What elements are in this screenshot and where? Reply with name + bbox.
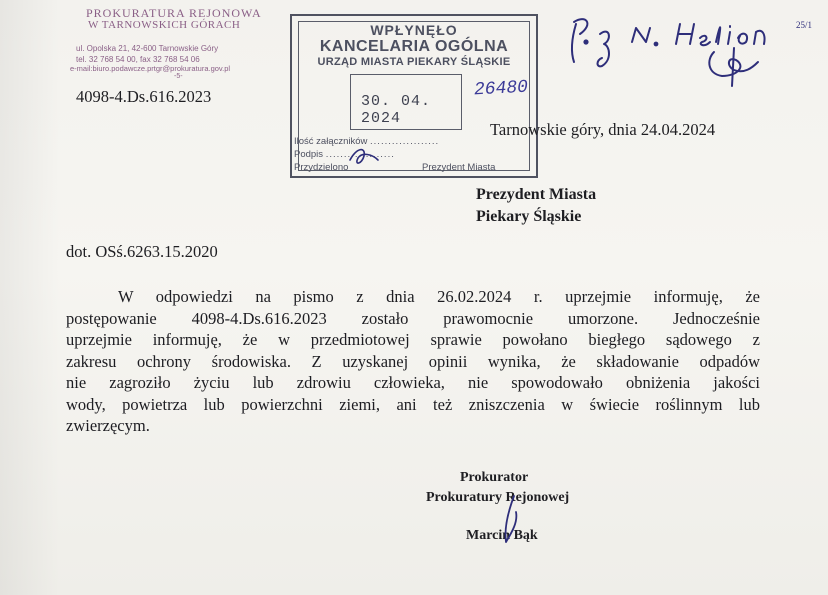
stamp-date-box xyxy=(350,74,462,130)
body-line: W odpowiedzi na pismo z dnia 26.02.2024 r. uprzejmie informuję, że xyxy=(118,287,760,306)
stamp-president-label: Prezydent Miasta xyxy=(422,162,496,173)
body-line: postępowanie 4098-4.Ds.616.2023 zostało prawomocnie umorzone. Jednocześnie xyxy=(66,308,760,328)
reference-number: dot. OSś.6263.15.2020 xyxy=(66,242,218,261)
place-and-date: Tarnowskie góry, dnia 24.04.2024 xyxy=(490,120,716,139)
registration-number: 26480 xyxy=(473,77,529,101)
letterhead-line-2: W TARNOWSKICH GÓRACH xyxy=(88,19,241,31)
letter-body xyxy=(66,286,760,437)
letterhead-line-1: PROKURATURA REJONOWA xyxy=(86,6,262,20)
letterhead-email: e-mail:biuro.podawcze.prtgr@prokuratura.gov.pl xyxy=(70,64,231,73)
stamp-signature-scribble xyxy=(346,142,386,172)
body-line: uprzejmie informuję, że w przedmiotowej sprawie powołano biegłego sądowego z xyxy=(66,330,760,349)
stamp-title-city-hall: URZĄD MIASTA PIEKARY ŚLĄSKIE xyxy=(317,56,511,68)
stamp-title-office: KANCELARIA OGÓLNA xyxy=(319,38,509,55)
handwritten-annotation xyxy=(566,4,796,94)
stamp-dots: ................... xyxy=(325,149,395,160)
addressee-line-2: Piekary Śląskie xyxy=(476,208,582,225)
stamp-attachments-text: Ilość załączników xyxy=(294,136,368,147)
letterhead-mark: -5- xyxy=(174,73,183,80)
stamp-signature-text: Podpis xyxy=(294,149,324,160)
case-number: 4098-4.Ds.616.2023 xyxy=(76,87,212,106)
addressee xyxy=(476,184,596,228)
addressee-line-1: Prezydent Miasta xyxy=(476,186,597,203)
signature-title-1: Prokurator xyxy=(460,470,529,485)
prosecutor-signature xyxy=(496,492,536,552)
letterhead-address: ul. Opolska 21, 42-600 Tarnowskie Góry xyxy=(76,44,219,53)
signer-name: Marcin Bąk xyxy=(466,528,538,543)
body-line: zwierzęcym. xyxy=(66,416,150,435)
stamp-dots: ................... xyxy=(370,136,440,147)
body-line: zakresu ochrony środowiska. Z uzyskanej opinii wynika, że składowanie odpadów xyxy=(66,351,760,371)
body-line: nie zagroziło życiu lub zdrowiu człowieka, nie spowodowało obniżenia jakości xyxy=(66,373,760,392)
stamp-assigned-label: Przydzielono xyxy=(294,162,349,173)
stamp-date: 30. 04. 2024 xyxy=(361,93,432,127)
page-shadow xyxy=(0,0,60,595)
stamp-title-received: WPŁYNĘŁO xyxy=(370,22,458,38)
letterhead-phone: tel. 32 768 54 00, fax 32 768 54 06 xyxy=(76,55,200,64)
signature-title-2: Prokuratury Rejonowej xyxy=(426,490,570,505)
body-line: wody, powietrza lub powierzchni ziemi, ani też zniszczenia w świecie roślinnym lub xyxy=(66,394,760,414)
handwritten-date: 25/1 xyxy=(796,20,813,30)
